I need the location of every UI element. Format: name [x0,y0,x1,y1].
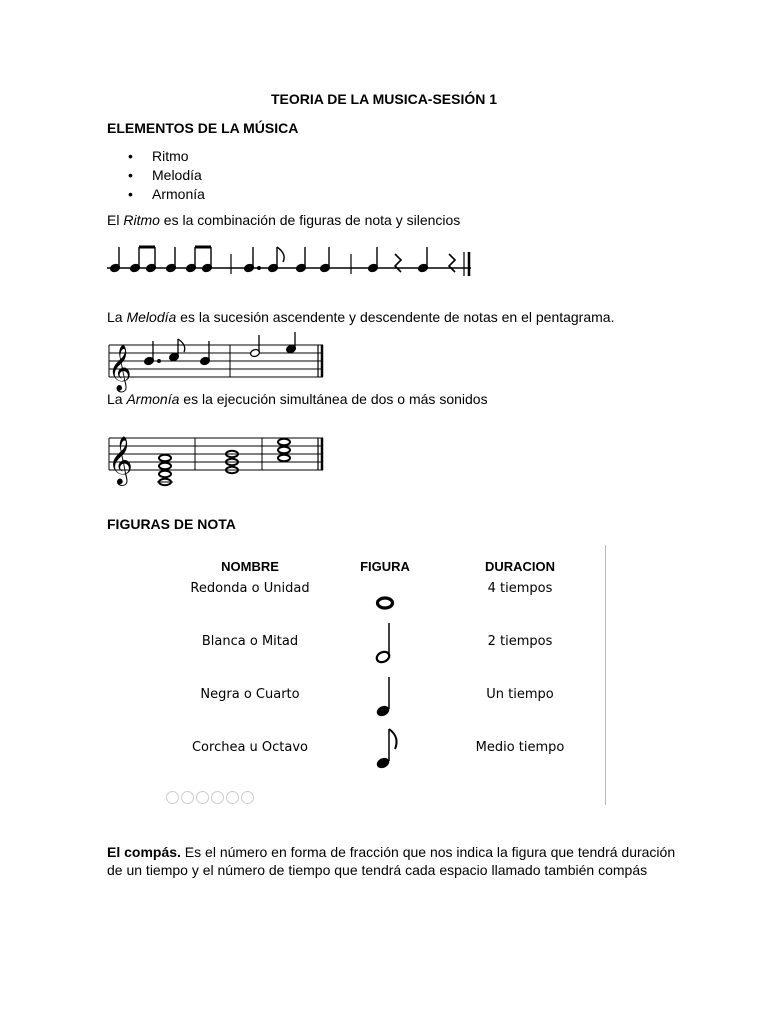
melodia-paragraph: La Melodía es la sucesión ascendente y descendente de notas en el pentagrama. [107,309,615,325]
row-duration: Medio tiempo [475,740,565,755]
note-figures-table [160,545,606,805]
section-heading-elementos: ELEMENTOS DE LA MÚSICA [107,120,299,136]
whole-note-icon [376,596,394,610]
section-heading-figuras: FIGURAS DE NOTA [107,516,236,532]
table-border [605,545,606,805]
row-name: Redonda o Unidad [190,581,310,596]
ritmo-paragraph: El Ritmo es la combinación de figuras de nota y silencios [107,212,461,228]
row-name: Negra o Cuarto [200,687,300,702]
viewer-toolbar [166,791,254,804]
eighth-note-icon [374,727,402,771]
elements-list [128,147,205,204]
column-header-duracion: DURACION [484,559,556,574]
svg-text:𝄞: 𝄞 [108,345,132,391]
zoom-out-icon[interactable] [166,791,179,804]
row-duration: 2 tiempos [487,634,553,649]
page-title: TEORIA DE LA MUSICA-SESIÓN 1 [270,91,498,107]
harmony-staff-image [105,428,327,490]
more-icon[interactable] [241,791,254,804]
row-name: Blanca o Mitad [201,634,299,649]
half-note-icon [374,621,398,665]
zoom-in-icon[interactable] [181,791,194,804]
row-name: Corchea u Octavo [191,740,309,755]
quarter-note-icon [374,675,398,719]
fit-icon[interactable] [211,791,224,804]
rhythm-staff-image [105,238,475,278]
melody-staff-image [105,337,327,389]
list-item: • Melodía [128,166,205,185]
row-duration: 4 tiempos [487,581,553,596]
column-header-nombre: NOMBRE [221,559,279,574]
row-duration: Un tiempo [486,687,554,702]
list-item: • Ritmo [128,147,205,166]
compas-paragraph: El compás. Es el número en forma de fracción que nos indica la figura que tendrá duración de un tiempo y el número de tiempo que tendrá cada espacio llamado también compás [107,844,676,878]
edit-icon[interactable] [196,791,209,804]
list-item: • Armonía [128,185,205,204]
svg-text:𝄞: 𝄞 [108,435,133,484]
armonia-paragraph: La Armonía es la ejecución simultánea de dos o más sonidos [107,391,488,407]
column-header-figura: FIGURA [360,559,410,574]
search-icon[interactable] [226,791,239,804]
